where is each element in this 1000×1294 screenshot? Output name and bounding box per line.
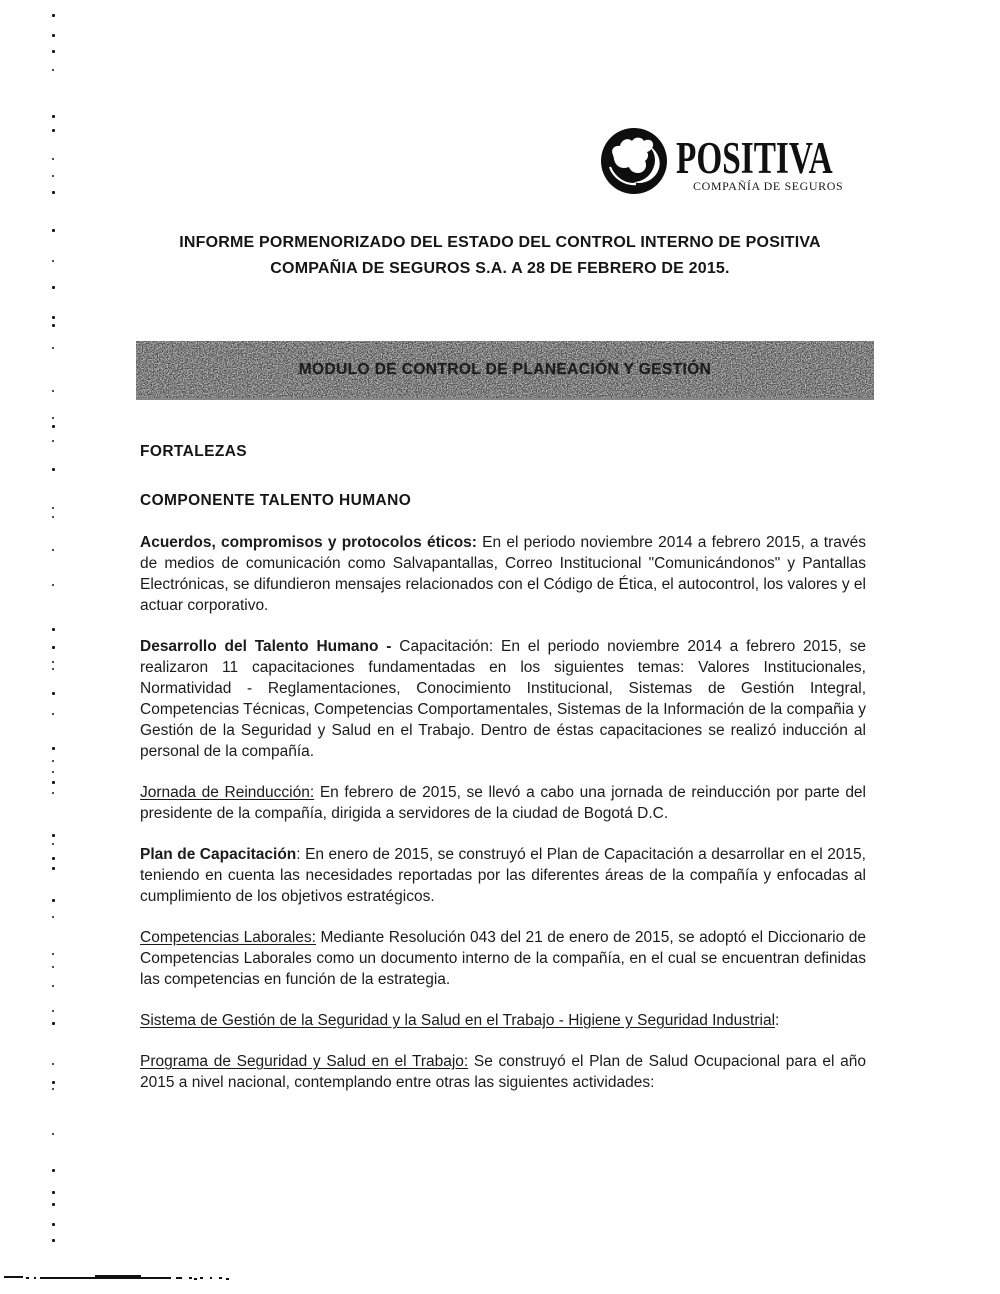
edge-dot	[52, 440, 54, 442]
brand-name: POSITIVA	[676, 133, 833, 183]
paragraph-lead: Desarrollo del Talento Humano -	[140, 638, 392, 655]
edge-dot	[52, 115, 55, 118]
edge-dot	[52, 191, 55, 194]
paragraph-lead: Acuerdos, compromisos y protocolos éticos:	[140, 534, 477, 551]
paragraph	[140, 844, 866, 907]
paragraph-text: :	[775, 1012, 780, 1029]
paragraph-text: Mediante Resolución 043 del 21 de enero de 2015, se adoptó el Diccionario de Competencias Laborales como un documento interno de la compañía, en el cual se encuentran definidas las competencias en función de la estrategia.	[140, 929, 866, 988]
line-segment	[26, 1277, 29, 1279]
brand-tagline: COMPAÑÍA DE SEGUROS	[693, 179, 844, 193]
line-segment	[226, 1278, 229, 1280]
document-title-line1: INFORME PORMENORIZADO DEL ESTADO DEL CONTROL INTERNO DE POSITIVA	[179, 234, 821, 251]
edge-dot	[52, 1239, 55, 1242]
edge-dot	[52, 516, 54, 518]
edge-dot	[52, 1133, 54, 1135]
edge-dot	[52, 286, 55, 289]
heading-fortalezas: FORTALEZAS	[140, 443, 248, 460]
edge-dot	[52, 747, 55, 750]
edge-dot	[52, 771, 54, 773]
paragraph-text: Se construyó el Plan de Salud Ocupacional para el año 2015 a nivel nacional, contemplando entre otras las siguientes actividades:	[140, 1053, 866, 1091]
edge-dot	[52, 899, 55, 902]
edge-dot	[52, 468, 55, 471]
line-segment	[34, 1277, 36, 1279]
edge-dot	[52, 867, 55, 870]
edge-dot	[52, 916, 54, 918]
line-segment	[4, 1276, 23, 1278]
line-segment	[200, 1277, 203, 1279]
edge-dot	[52, 953, 54, 955]
edge-dot	[52, 390, 54, 392]
edge-dot	[52, 175, 54, 177]
edge-dot	[52, 158, 54, 160]
paragraph	[140, 532, 866, 616]
edge-dot	[52, 549, 54, 551]
paragraph	[140, 927, 866, 990]
edge-dot	[52, 324, 55, 327]
edge-dot	[52, 692, 55, 695]
edge-dot	[52, 760, 54, 762]
paragraph	[140, 1051, 866, 1093]
edge-dot	[52, 129, 55, 132]
edge-dot	[52, 1088, 54, 1090]
edge-dot	[52, 69, 54, 71]
line-segment	[176, 1277, 182, 1279]
line-segment	[95, 1275, 141, 1279]
edge-dot	[52, 1223, 55, 1226]
paragraph-lead: Jornada de Reinducción:	[140, 784, 315, 801]
line-segment	[210, 1277, 212, 1279]
edge-dot	[52, 781, 55, 784]
paragraph	[140, 1010, 866, 1031]
paragraph-text: : En enero de 2015, se construyó el Plan de Capacitación a desarrollar en el 2015, teniendo en cuenta las necesidades reportadas por las diferentes áreas de la compañía y enfocadas al cumplimiento de los objetivos estratégicos.	[140, 846, 866, 905]
paragraph	[140, 636, 866, 762]
edge-dot	[52, 507, 54, 509]
edge-dot	[52, 1203, 55, 1206]
edge-dot	[52, 1010, 54, 1012]
brand-wordmark	[676, 124, 888, 194]
edge-dot	[52, 347, 54, 349]
heading-componente-talento-humano: COMPONENTE TALENTO HUMANO	[140, 492, 412, 509]
edge-dot	[52, 668, 54, 670]
edge-dot	[52, 857, 55, 860]
edge-dot	[52, 628, 55, 631]
line-segment	[194, 1278, 197, 1280]
section-banner-label: MODULO DE CONTROL DE PLANEACIÓN Y GESTIÓN	[298, 360, 712, 378]
line-segment	[219, 1277, 222, 1279]
positiva-globe-icon	[597, 124, 671, 198]
edge-dot	[52, 843, 54, 845]
document-title	[0, 230, 1000, 282]
edge-dot	[52, 1169, 55, 1172]
edge-dot	[52, 50, 55, 53]
edge-dot	[52, 584, 54, 586]
document-title-line2: COMPAÑIA DE SEGUROS S.A. A 28 DE FEBRERO DE 2015.	[270, 260, 730, 277]
paragraph-lead: Programa de Seguridad y Salud en el Trabajo:	[140, 1053, 469, 1070]
edge-dot	[52, 14, 55, 17]
edge-dot	[52, 713, 54, 715]
paragraph-lead: Competencias Laborales:	[140, 929, 316, 946]
edge-dot	[52, 1191, 55, 1194]
edge-dot	[52, 966, 54, 968]
paragraph-text: Capacitación: En el periodo noviembre 2014 a febrero 2015, se realizaron 11 capacitaciones fundamentadas en los siguientes temas: Valores Institucionales, Normatividad - Reglamentaciones, Conocimiento Institucional, Sistemas de Gestión Integral, Competencias Técnicas, Competencias Comportamentales, Sistemas de la Información de la compañia y Gestión de la Seguridad y Salud en el Trabajo. Dentro de éstas capacitaciones se realizó inducción al personal de la compañía.	[140, 638, 866, 760]
section-banner	[136, 341, 874, 400]
brand-logo	[597, 124, 888, 198]
edge-dot	[52, 425, 55, 428]
paragraph	[140, 782, 866, 824]
edge-dot	[52, 1022, 55, 1025]
paragraph-lead: Sistema de Gestión de la Seguridad y la Salud en el Trabajo - Higiene y Seguridad Industrial	[140, 1012, 776, 1029]
edge-dot	[52, 1063, 54, 1065]
edge-dot	[52, 1081, 55, 1084]
edge-dot	[52, 34, 55, 37]
document-body	[140, 441, 866, 1113]
edge-dot	[52, 985, 54, 987]
paragraph-list	[140, 532, 866, 1093]
paragraph-text: En el periodo noviembre 2014 a febrero 2015, a través de medios de comunicación como Salvapantallas, Correo Institucional "Comunicándonos" y Pantallas Electrónicas, se difundieron mensajes relacionados con el Código de Ética, el autocontrol, los valores y el actuar corporativo.	[140, 534, 866, 614]
paragraph-lead: Plan de Capacitación	[140, 846, 297, 863]
paragraph-text: En febrero de 2015, se llevó a cabo una jornada de reinducción por parte del presidente de la compañía, dirigida a servidores de la ciudad de Bogotá D.C.	[140, 784, 866, 822]
edge-dot	[52, 316, 55, 319]
edge-dot	[52, 834, 55, 837]
edge-dot	[52, 792, 54, 794]
edge-dot	[52, 646, 55, 649]
edge-dot	[52, 661, 54, 663]
edge-dot	[52, 417, 54, 419]
line-segment	[189, 1277, 192, 1279]
